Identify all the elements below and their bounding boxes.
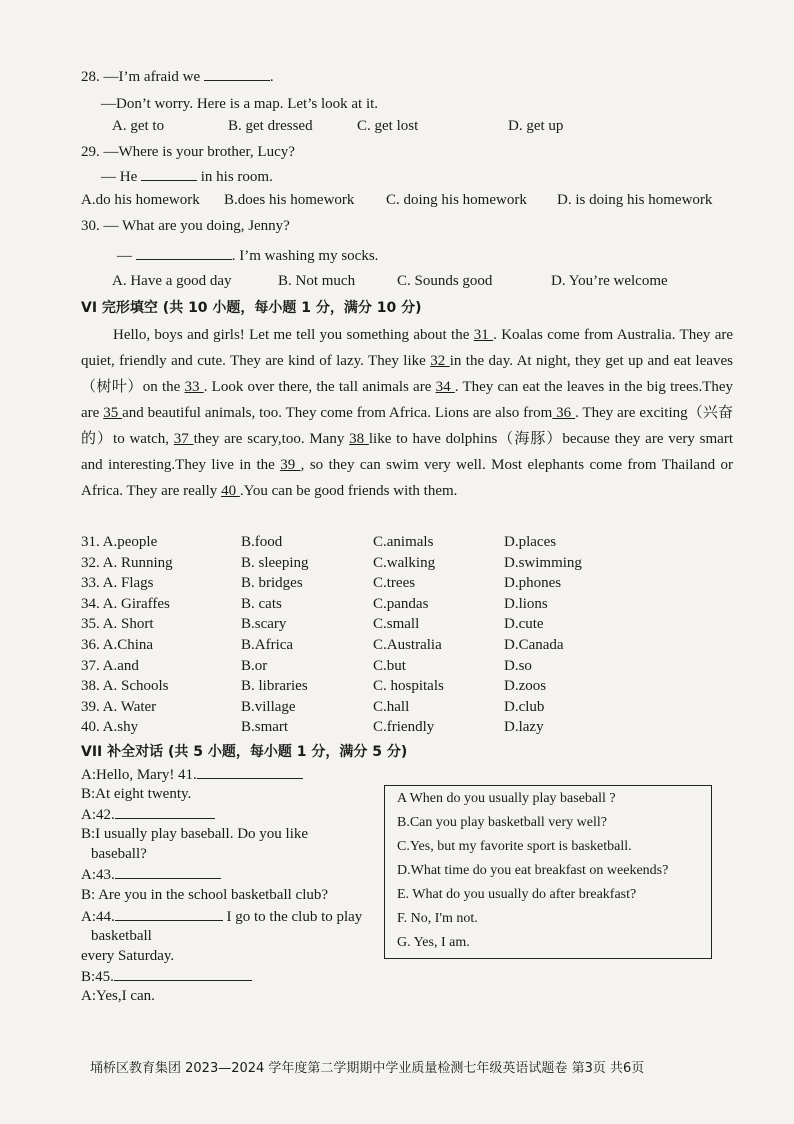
cloze-option-36-b[interactable]: B.Africa (241, 637, 294, 653)
cloze-passage (81, 322, 733, 504)
cloze-text: .You can be good friends with them. (239, 483, 458, 499)
cloze-option-39-a[interactable]: 39. A. Water (81, 698, 157, 715)
q28-option-b[interactable]: B. get dressed (228, 118, 313, 134)
cloze-option-31-b[interactable]: B.food (241, 534, 283, 550)
dialog-line-42 (81, 804, 215, 825)
cloze-option-36-a[interactable]: 36. A.China (81, 637, 154, 653)
dialog-options-box (384, 785, 712, 959)
cloze-blank-32[interactable]: 32 (430, 353, 450, 369)
cloze-option-39-c[interactable]: C.hall (373, 698, 410, 715)
cloze-text: like to have dolphins（海豚）because they are very smart and interesting.They live in the (81, 431, 734, 473)
cloze-option-32-d[interactable]: D.swimming (504, 554, 582, 571)
dialog-blank-44[interactable] (115, 906, 223, 921)
cloze-blank-35[interactable]: 35 (103, 405, 123, 421)
q28-text: 28. —I’m afraid we (81, 69, 201, 85)
q28-stem (81, 66, 274, 87)
q28-reply: —Don’t worry. Here is a map. Let’s look at it. (101, 96, 379, 112)
q29-option-d[interactable]: D. is doing his homework (557, 192, 713, 208)
cloze-text: they are scary,too. Many (193, 431, 350, 447)
dialog-line-43 (81, 864, 221, 885)
dialog-text: B:45. (81, 969, 114, 985)
dialog-text: A:43. (81, 867, 115, 883)
cloze-option-36-c[interactable]: C.Australia (373, 637, 442, 653)
dialog-option-g[interactable]: G. Yes, I am. (397, 935, 470, 950)
q30-option-d[interactable]: D. You’re welcome (551, 273, 668, 289)
cloze-option-40-a[interactable]: 40. A.shy (81, 719, 139, 736)
cloze-blank-37[interactable]: 37 (173, 431, 194, 447)
cloze-option-33-d[interactable]: D.phones (504, 575, 562, 592)
dialog-text: A:Hello, Mary! 41. (81, 767, 197, 783)
cloze-option-33-a[interactable]: 33. A. Flags (81, 575, 154, 592)
dialog-line-44 (81, 906, 362, 927)
q28-option-d[interactable]: D. get up (508, 118, 564, 134)
cloze-option-31-a[interactable]: 31. A.people (81, 534, 158, 550)
section-6-title: VI 完形填空 (共 10 小题，每小题 1 分，满分 10 分) (81, 300, 422, 316)
cloze-option-35-a[interactable]: 35. A. Short (81, 616, 154, 633)
q29-option-a[interactable]: A.do his homework (81, 192, 200, 208)
cloze-text: . Koalas come from Australia. They are quiet, friendly and cute. They are kind of lazy. They like (81, 327, 734, 369)
q28-period: . (269, 69, 274, 85)
dialog-line-44-cont: basketball (91, 928, 152, 944)
q30-reply (117, 245, 378, 266)
cloze-option-32-a[interactable]: 32. A. Running (81, 554, 173, 571)
cloze-option-34-c[interactable]: C.pandas (373, 595, 429, 612)
dialog-blank-41[interactable] (197, 764, 303, 779)
cloze-text: . They can eat the leaves in the big trees.They are (81, 379, 734, 421)
dialog-blank-42[interactable] (115, 804, 215, 819)
cloze-text: Hello, boys and girls! Let me tell you something about the (113, 327, 474, 343)
cloze-option-33-b[interactable]: B. bridges (241, 575, 303, 592)
cloze-option-38-a[interactable]: 38. A. Schools (81, 678, 169, 695)
cloze-option-36-d[interactable]: D.Canada (504, 637, 564, 653)
cloze-option-31-d[interactable]: D.places (504, 534, 557, 550)
cloze-option-37-d[interactable]: D.so (504, 657, 532, 674)
cloze-option-40-b[interactable]: B.smart (241, 719, 289, 736)
cloze-text: . Look over there, the tall animals are (203, 379, 436, 395)
cloze-option-37-b[interactable]: B.or (241, 657, 268, 674)
dialog-line-a-final: A:Yes,I can. (81, 988, 155, 1004)
dialog-line-45 (81, 966, 252, 987)
q30-blank[interactable] (136, 245, 232, 260)
q29-option-b[interactable]: B.does his homework (224, 192, 355, 208)
cloze-blank-39[interactable]: 39 (280, 457, 301, 473)
dialog-line-b1: B:At eight twenty. (81, 786, 192, 802)
dialog-line-41 (81, 764, 303, 785)
cloze-text: . They are exciting（兴奋的）to watch, (81, 405, 734, 447)
cloze-option-35-d[interactable]: D.cute (504, 616, 544, 633)
cloze-option-34-d[interactable]: D.lions (504, 595, 548, 612)
section-7-title: VII 补全对话 (共 5 小题，每小题 1 分，满分 5 分) (81, 744, 408, 760)
dialog-line-b2: B:I usually play baseball. Do you like (81, 826, 309, 842)
dialog-blank-45[interactable] (114, 966, 252, 981)
cloze-blank-33[interactable]: 33 (184, 379, 204, 395)
cloze-option-33-c[interactable]: C.trees (373, 575, 416, 592)
cloze-blank-38[interactable]: 38 (349, 431, 369, 447)
dialog-line-b3: B: Are you in the school basketball club? (81, 887, 329, 903)
q29-text: — He (101, 169, 138, 185)
cloze-text: in the day. At night, they get up and eat leaves（树叶）on the (81, 353, 734, 395)
page-footer: 埇桥区教育集团 2023—2024 学年度第二学期期中学业质量检测七年级英语试题卷 第3页 共6页 (90, 1061, 645, 1076)
q30-option-a[interactable]: A. Have a good day (112, 273, 232, 289)
cloze-option-35-b[interactable]: B.scary (241, 616, 287, 633)
cloze-option-34-b[interactable]: B. cats (241, 595, 282, 612)
q29-option-c[interactable]: C. doing his homework (386, 192, 527, 208)
cloze-blank-40[interactable]: 40 (221, 483, 240, 499)
q30-option-b[interactable]: B. Not much (278, 273, 356, 289)
cloze-option-31-c[interactable]: C.animals (373, 534, 434, 550)
dialog-line-b2-cont: baseball? (91, 846, 147, 862)
cloze-option-34-a[interactable]: 34. A. Giraffes (81, 595, 170, 612)
q30-dash: — (117, 248, 132, 264)
cloze-option-40-c[interactable]: C.friendly (373, 719, 435, 736)
dialog-text: A:44. (81, 909, 115, 925)
dialog-blank-43[interactable] (115, 864, 221, 879)
cloze-text: and beautiful animals, too. They come from Africa. Lions are also from (122, 405, 553, 421)
cloze-option-39-d[interactable]: D.club (504, 698, 545, 715)
cloze-option-38-b[interactable]: B. libraries (241, 678, 308, 695)
dialog-option-d[interactable]: D.What time do you eat breakfast on weekends? (397, 863, 669, 878)
q28-option-a[interactable]: A. get to (112, 118, 165, 134)
q28-blank[interactable] (204, 66, 270, 81)
cloze-option-32-b[interactable]: B. sleeping (241, 554, 309, 571)
cloze-blank-34[interactable]: 34 (435, 379, 455, 395)
q29-blank[interactable] (141, 166, 197, 181)
dialog-option-c[interactable]: C.Yes, but my favorite sport is basketball. (397, 839, 632, 854)
q29-text-end: in his room. (200, 169, 273, 185)
cloze-blank-31[interactable]: 31 (473, 327, 494, 343)
bleed-through-text (455, 68, 458, 83)
cloze-option-37-a[interactable]: 37. A.and (81, 657, 139, 674)
dialog-option-b[interactable]: B.Can you play basketball very well? (397, 815, 607, 830)
q29-reply (101, 166, 273, 187)
dialog-text: I go to the club to play (226, 909, 363, 925)
q29-stem: 29. —Where is your brother, Lucy? (81, 144, 295, 160)
dialog-text: A:42. (81, 807, 115, 823)
cloze-option-35-c[interactable]: C.small (373, 616, 420, 633)
dialog-line-44-cont2: every Saturday. (81, 948, 175, 964)
q30-option-c[interactable]: C. Sounds good (397, 273, 493, 289)
q28-option-c[interactable]: C. get lost (357, 118, 419, 134)
cloze-option-38-d[interactable]: D.zoos (504, 678, 547, 695)
cloze-blank-36[interactable]: 36 (552, 405, 576, 421)
cloze-option-40-d[interactable]: D.lazy (504, 719, 544, 736)
dialog-option-e[interactable]: E. What do you usually do after breakfast? (397, 887, 637, 902)
q30-text-end: . I’m washing my socks. (231, 248, 379, 264)
cloze-option-37-c[interactable]: C.but (373, 657, 406, 674)
dialog-option-f[interactable]: F. No, I'm not. (397, 911, 478, 926)
q30-stem: 30. — What are you doing, Jenny? (81, 218, 290, 234)
cloze-option-38-c[interactable]: C. hospitals (373, 678, 444, 695)
cloze-text: , so they can swim very well. Most elephants come from Thailand or Africa. They are really (81, 457, 734, 499)
dialog-option-a[interactable]: A When do you usually play baseball ? (397, 791, 616, 806)
cloze-option-39-b[interactable]: B.village (241, 698, 296, 715)
cloze-option-32-c[interactable]: C.walking (373, 554, 436, 571)
